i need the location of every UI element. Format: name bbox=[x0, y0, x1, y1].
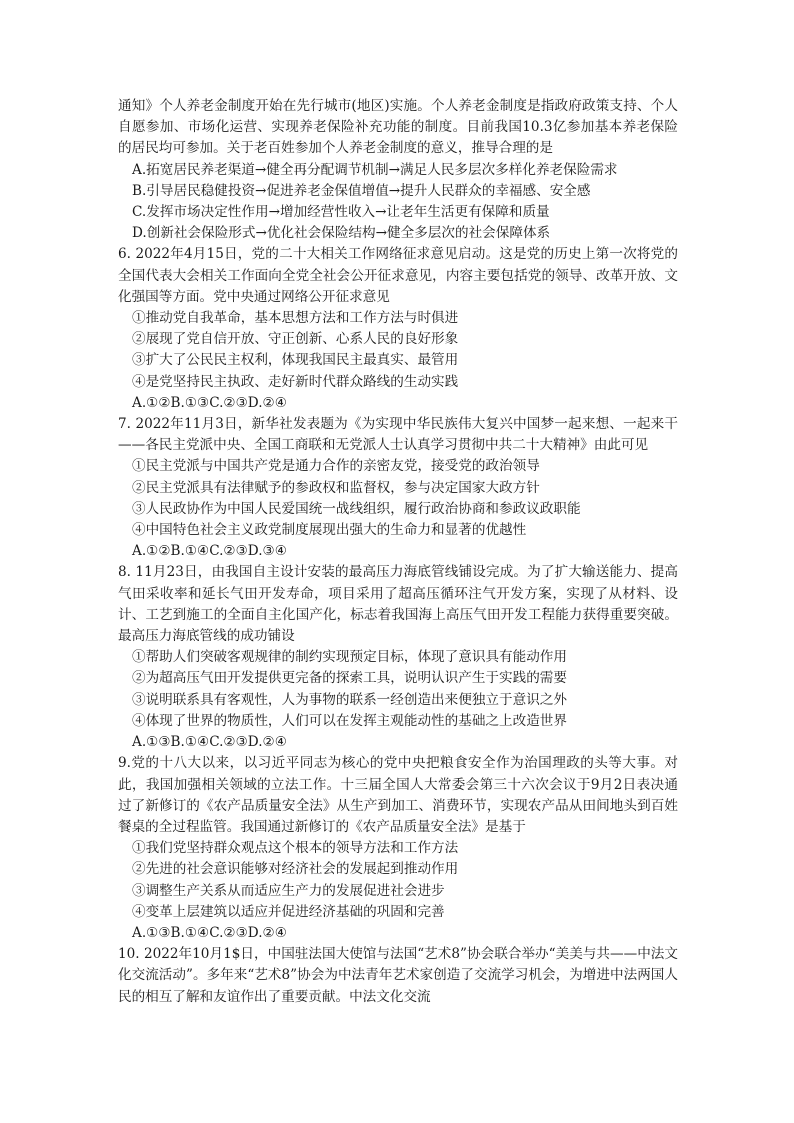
answer-choices: A.①②B.①③C.②③D.②④ bbox=[132, 394, 287, 411]
question-7 bbox=[118, 414, 678, 562]
statement-3: ③调整生产关系从而适应生产力的发展促进社会进步 bbox=[132, 882, 445, 899]
question-9 bbox=[118, 753, 678, 944]
statement-1: ①民主党派与中国共产党是通力合作的亲密友党，接受党的政治领导 bbox=[132, 458, 540, 475]
statement-3: ③人民政协作为中国人民爱国统一战线组织，履行政治协商和参政议政职能 bbox=[132, 500, 581, 517]
option-d: D.创新社会保险形式→优化社会保险结构→健全多层次的社会保障体系 bbox=[132, 225, 551, 242]
exam-page bbox=[118, 96, 678, 1008]
question-6 bbox=[118, 244, 678, 414]
statement-4: ④是党坚持民主执政、走好新时代群众路线的生动实践 bbox=[132, 373, 459, 390]
answer-choices: A.①②B.①④C.②③D.③④ bbox=[132, 543, 287, 560]
statement-3: ③说明联系具有客观性，人为事物的联系一经创造出来便独立于意识之外 bbox=[132, 691, 567, 708]
answer-choices: A.①③B.①④C.②③D.②④ bbox=[132, 924, 287, 941]
statement-4: ④体现了世界的物质性，人们可以在发挥主观能动性的基础之上改造世界 bbox=[132, 712, 567, 729]
option-a: A.拓宽居民养老渠道→健全再分配调节机制→满足人民多层次多样化养老保险需求 bbox=[132, 161, 618, 178]
answer-choices: A.①③B.①④C.②③D.②④ bbox=[132, 734, 287, 751]
option-c: C.发挥市场决定性作用→增加经营性收入→让老年生活更有保障和质量 bbox=[132, 204, 550, 221]
question-5 bbox=[118, 96, 678, 244]
question-8 bbox=[118, 562, 678, 753]
question-stem: 6. 2022年4月15日，党的二十大相关工作网络征求意见启动。这是党的历史上第一次将党的全国代表大会相关工作面向全党全社会公开征求意见，内容主要包括党的领导、改革开放、文化强国等方面。党中央通过网络公开征求意见 bbox=[118, 246, 678, 305]
question-10 bbox=[118, 944, 678, 1008]
statement-1: ①帮助人们突破客观规律的制约实现预定目标，体现了意识具有能动作用 bbox=[132, 649, 567, 666]
statement-1: ①我们党坚持群众观点这个根本的领导方法和工作方法 bbox=[132, 840, 459, 857]
question-stem: 7. 2022年11月3日，新华社发表题为《为实现中华民族伟大复兴中国梦一起来想、一起来干——各民主党派中央、全国工商联和无党派人士认真学习贯彻中共二十大精神》由此可见 bbox=[118, 416, 678, 454]
question-stem: 8. 11月23日，由我国自主设计安装的最高压力海底管线铺设完成。为了扩大输送能力、提高气田采收率和延长气田开发寿命，项目采用了超高压循环注气开发方案，实现了从材料、设计、工艺到施工的全面自主化国产化，标志着我国海上高压气田开发工程能力获得重要突破。最高压力海底管线的成功铺设 bbox=[118, 564, 678, 645]
statement-2: ②为超高压气田开发提供更完备的探索工具，说明认识产生于实践的需要 bbox=[132, 670, 567, 687]
statement-3: ③扩大了公民民主权利，体现我国民主最真实、最管用 bbox=[132, 352, 459, 369]
statement-2: ②民主党派具有法律赋予的参政权和监督权，参与决定国家大政方针 bbox=[132, 479, 540, 496]
statement-4: ④中国特色社会主义政党制度展现出强大的生命力和显著的优越性 bbox=[132, 522, 527, 539]
statement-2: ②先进的社会意识能够对经济社会的发展起到推动作用 bbox=[132, 861, 459, 878]
statement-2: ②展现了党自信开放、守正创新、心系人民的良好形象 bbox=[132, 331, 459, 348]
statement-4: ④变革上层建筑以适应并促进经济基础的巩固和完善 bbox=[132, 903, 445, 920]
option-b: B.引导居民稳健投资→促进养老金保值增值→提升人民群众的幸福感、安全感 bbox=[132, 182, 591, 199]
question-stem: 10. 2022年10月1$日，中国驻法国大使馆与法国“艺术8”协会联合举办“美美与共——中法文化交流活动”。多年来“艺术8”协会为中法青年艺术家创造了交流学习机会，为增进中法两国人民的相互了解和友谊作出了重要贡献。中法文化交流 bbox=[118, 946, 678, 1005]
question-stem: 通知》个人养老金制度开始在先行城市(地区)实施。个人养老金制度是指政府政策支持、个人自愿参加、市场化运营、实现养老保险补充功能的制度。目前我国10.3亿参加基本养老保险的居民均可参加。关于老百姓参加个人养老金制度的意义，推导合理的是 bbox=[118, 98, 678, 157]
question-stem: 9.党的十八大以来，以习近平同志为核心的党中央把粮食安全作为治国理政的头等大事。对此，我国加强相关领域的立法工作。十三届全国人大常委会第三十六次会议于9月2日表决通过了新修订的《农产品质量安全法》从生产到加工、消费环节，实现农产品从田间地头到百姓餐桌的全过程监管。我国通过新修订的《农产品质量安全法》是基于 bbox=[118, 755, 678, 835]
statement-1: ①推动党自我革命，基本思想方法和工作方法与时俱进 bbox=[132, 310, 459, 327]
